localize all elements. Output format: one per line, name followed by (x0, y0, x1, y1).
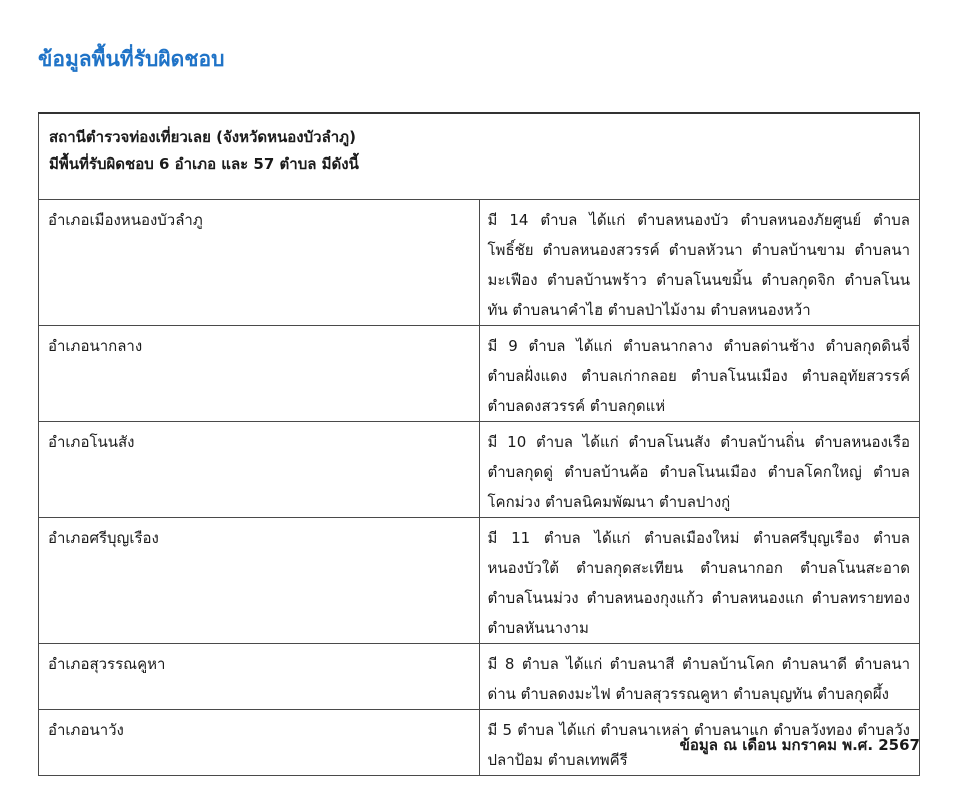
district-details-text: มี 14 ตำบล ได้แก่ ตำบลหนองบัว ตำบลหนองภัยศูนย์ ตำบลโพธิ์ชัย ตำบลหนองสวรรค์ ตำบลหัวนา ตำบลบ้านขาม ตำบลนามะเฟือง ตำบลบ้านพร้าว ตำบลโนนขมิ้น ตำบลกุดจิก ตำบลโนนทัน ตำบลนาคำไฮ ตำบลป่าไม้งาม ตำบลหนองหว้า (487, 210, 910, 319)
district-details (479, 643, 920, 709)
table-row (39, 199, 920, 325)
table-row (39, 643, 920, 709)
district-name: อำเภอนากลาง (39, 325, 480, 421)
district-details (479, 517, 920, 643)
district-details-text: มี 5 ตำบล ได้แก่ ตำบลนาเหล่า ตำบลนาแก ตำบลวังทอง ตำบลวังปลาป้อม ตำบลเทพคีรี (487, 720, 910, 769)
table-row (39, 421, 920, 517)
district-details (479, 199, 920, 325)
district-details-text: มี 9 ตำบล ได้แก่ ตำบลนากลาง ตำบลด่านช้าง ตำบลกุดดินจี่ ตำบลฝั่งแดง ตำบลเก่ากลอย ตำบลโนนเมือง ตำบลอุทัยสวรรค์ ตำบลดงสวรรค์ ตำบลกุดแห่ (487, 336, 910, 415)
table-header-row (39, 113, 920, 199)
district-name: อำเภอนาวัง (39, 709, 480, 775)
table-row (39, 325, 920, 421)
page-title: ข้อมูลพื้นที่รับผิดชอบ (38, 47, 225, 71)
responsibility-area-table (38, 112, 920, 776)
district-name: อำเภอสุวรรณคูหา (39, 643, 480, 709)
district-details-text: มี 10 ตำบล ได้แก่ ตำบลโนนสัง ตำบลบ้านถิ่น ตำบลหนองเรือ ตำบลกุดดู่ ตำบลบ้านค้อ ตำบลโนนเมือง ตำบลโคกใหญ่ ตำบลโคกม่วง ตำบลนิคมพัฒนา ตำบลปางกู่ (487, 432, 910, 511)
district-details-text: มี 8 ตำบล ได้แก่ ตำบลนาสี ตำบลบ้านโคก ตำบลนาดี ตำบลนาด่าน ตำบลดงมะไฟ ตำบลสุวรรณคูหา ตำบลบุญทัน ตำบลกุดผึ้ง (487, 654, 910, 703)
data-date-note: ข้อมูล ณ เดือน มกราคม พ.ศ. 2567 (679, 736, 920, 754)
district-details (479, 421, 920, 517)
district-details (479, 325, 920, 421)
station-name: สถานีตำรวจท่องเที่ยวเลย (จังหวัดหนองบัวลำภู) (49, 128, 356, 146)
district-name: อำเภอโนนสัง (39, 421, 480, 517)
district-details-text: มี 11 ตำบล ได้แก่ ตำบลเมืองใหม่ ตำบลศรีบุญเรือง ตำบลหนองบัวใต้ ตำบลกุดสะเทียน ตำบลนากอก ตำบลโนนสะอาด ตำบลโนนม่วง ตำบลหนองกุงแก้ว ตำบลหนองแก ตำบลทรายทอง ตำบลหันนางาม (487, 528, 910, 637)
table-header-cell (39, 113, 920, 199)
district-name: อำเภอเมืองหนองบัวลำภู (39, 199, 480, 325)
area-summary: มีพื้นที่รับผิดชอบ 6 อำเภอ และ 57 ตำบล มีดังนี้ (49, 155, 359, 173)
district-name: อำเภอศรีบุญเรือง (39, 517, 480, 643)
table-row (39, 517, 920, 643)
